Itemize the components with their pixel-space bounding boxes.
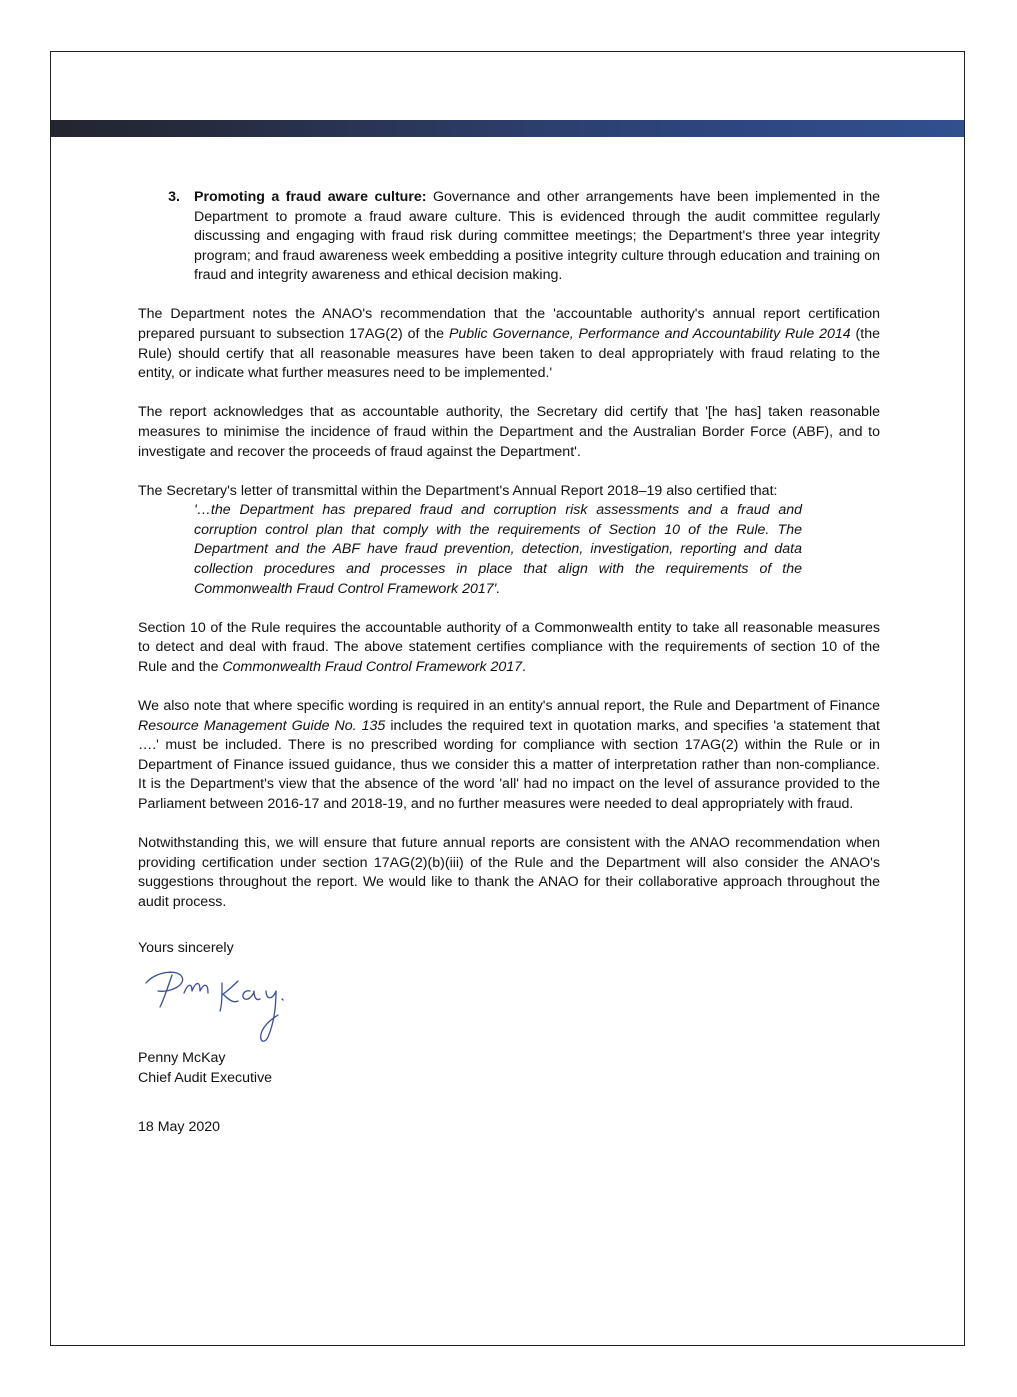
- text-span: Section 10 of the Rule requires the accountable authority of a Commonwealth entity to take all reasonable measures to detect and deal with fraud. The above statement certifies compliance with the requirements of section 10 of the Rule and the: [138, 619, 880, 675]
- signature-block: [138, 939, 880, 1137]
- letter-body: [138, 188, 880, 1138]
- text-span: includes the required text in quotation marks, and specifies 'a statement that ….' must be included. There is no prescribed wording for compliance with section 17AG(2) within the Rule or in Department of Finance issued guidance, thus we consider this a matter of interpretation rather than non-compliance. It is the Department's view that the absence of the word 'all' had no impact on the level of assurance provided to the Parliament between 2016-17 and 2018-19, and no further measures were needed to deal appropriately with fraud.: [138, 717, 880, 812]
- list-item-heading: Promoting a fraud aware culture:: [194, 189, 427, 205]
- text-span: .: [522, 658, 526, 675]
- text-span: (the Rule) should certify that all reasonable measures have been taken to deal appropriately with fraud relating to the entity, or indicate what further measures need to be implemented.': [138, 326, 880, 382]
- closing: Yours sincerely: [138, 940, 234, 957]
- paragraph-recommendation: [138, 305, 880, 383]
- italic-title: Resource Management Guide No. 135: [138, 717, 386, 734]
- italic-title: Commonwealth Fraud Control Framework 2017: [222, 658, 523, 675]
- text-span: The Department notes the ANAO's recommendation that the 'accountable authority's annual report certification prepared pursuant to subsection 17AG(2) of the: [138, 306, 880, 343]
- paragraph-specific-wording: [138, 697, 880, 815]
- italic-title: Public Governance, Performance and Accountability Rule 2014: [448, 326, 851, 343]
- handwritten-signature: [138, 961, 294, 1049]
- block-quote: '…the Department has prepared fraud and corruption risk assessments and a fraud and corruption control plan that comply with the requirements of Section 10 of the Rule. The Department and the ABF have fraud prevention, detection, investigation, reporting and data collection procedures and processes in place that align with the requirements of the Commonwealth Fraud Control Framework 2017'.: [194, 502, 802, 597]
- header-banner: [51, 120, 964, 137]
- signatory-title: Chief Audit Executive: [138, 1069, 273, 1086]
- paragraph-transmittal-intro: The Secretary's letter of transmittal within the Department's Annual Report 2018–19 also certified that:: [138, 482, 778, 499]
- paragraph-notwithstanding: Notwithstanding this, we will ensure that future annual reports are consistent with the ANAO recommendation when providing certification under section 17AG(2)(b)(iii) of the Rule and the Department will also consider the ANAO's suggestions throughout the report. We would like to thank the ANAO for their collaborative approach throughout the audit process.: [138, 835, 880, 910]
- signature-text: P.McKay.: [138, 961, 143, 962]
- paragraph-section-10: [138, 619, 880, 678]
- text-span: We also note that where specific wording is required in an entity's annual report, the Rule and Department of Finance: [138, 697, 880, 714]
- signatory-name: Penny McKay: [138, 1050, 226, 1066]
- list-item-3: [138, 188, 880, 286]
- list-item-text: [194, 188, 880, 286]
- list-number: 3.: [168, 189, 180, 205]
- paragraph-acknowledgement: The report acknowledges that as accountable authority, the Secretary did certify that '[he has] taken reasonable measures to minimise the incidence of fraud within the Department and the Australian Border Force (ABF), and to investigate and recover the proceeds of fraud against the Department'.: [138, 404, 880, 460]
- letter-date: 18 May 2020: [138, 1119, 221, 1136]
- list-item-body: Governance and other arrangements have been implemented in the Department to promote a fraud aware culture. This is evidenced through the audit committee regularly discussing and engaging with fraud risk during committee meetings; the Department's three year integrity program; and fraud awareness week embedding a positive integrity culture through education and training on fraud and integrity awareness and ethical decision making.: [194, 189, 880, 284]
- letter-page: [50, 51, 965, 1346]
